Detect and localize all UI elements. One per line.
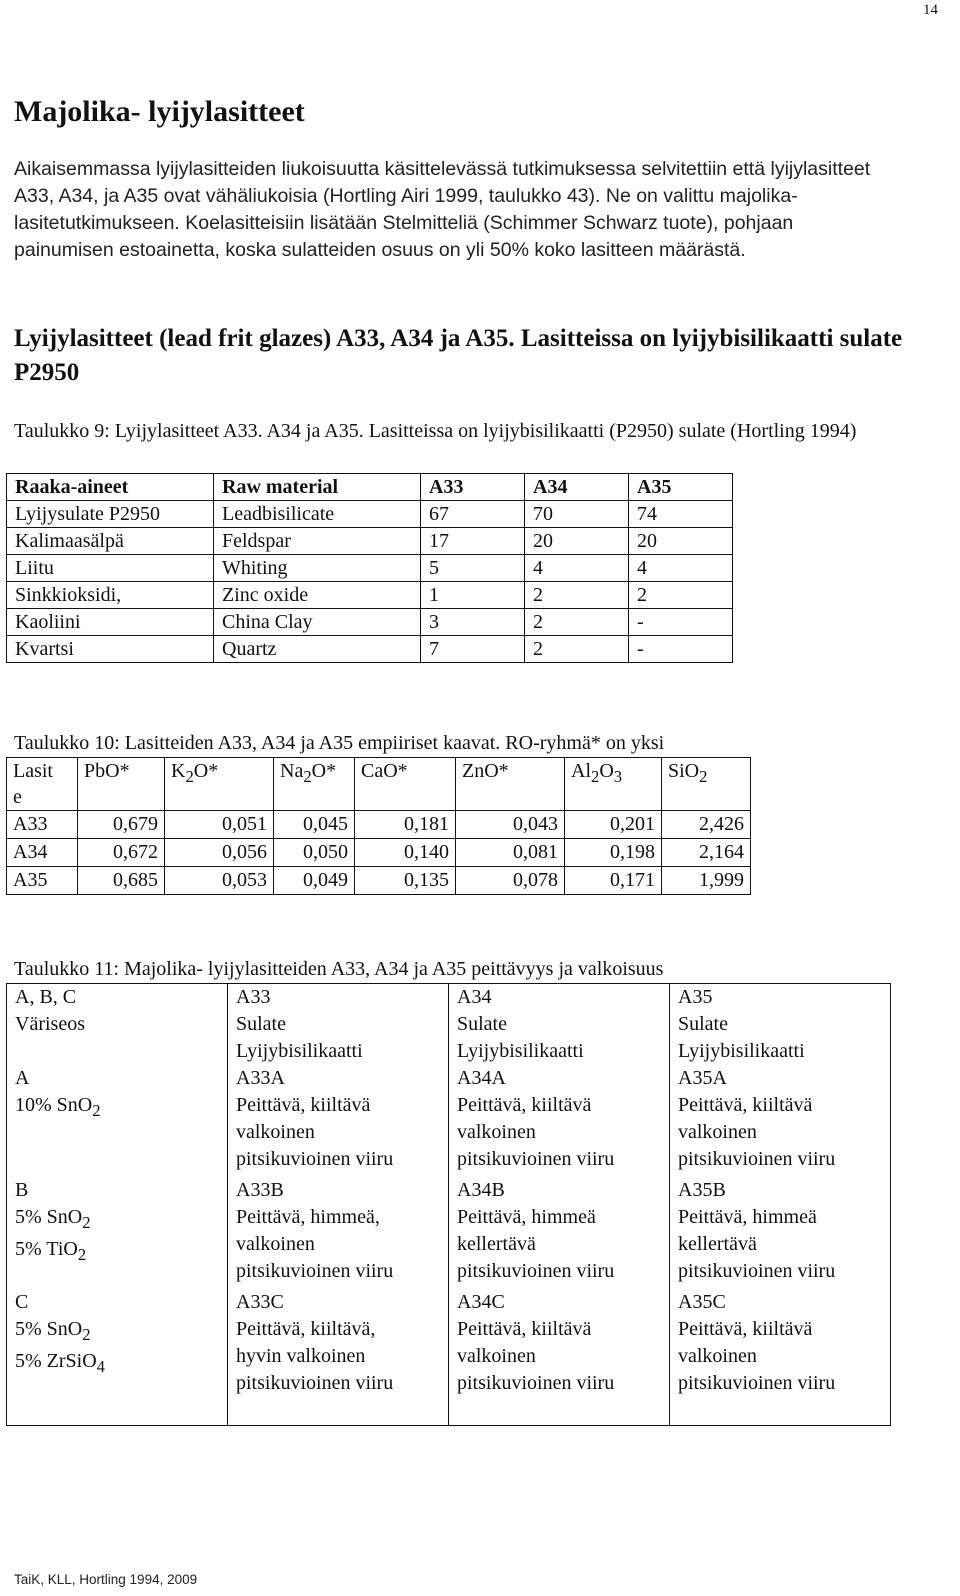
section-subheading: Lyijylasitteet (lead frit glazes) A33, A34 ja A35. Lasitteissa on lyijybisilikaatti sulate P2950 xyxy=(14,325,903,386)
result-line: pitsikuvioinen viiru xyxy=(457,1372,615,1394)
table9-caption: Taulukko 9: Lyijylasitteet A33. A34 ja A35. Lasitteissa on lyijybisilikaatti (P2950) sulate (Hortling 1994) xyxy=(14,420,857,442)
table-row xyxy=(7,1177,891,1289)
table10-caption: Taulukko 10: Lasitteiden A33, A34 ja A35 empiiriset kaavat. RO-ryhmä* on yksi xyxy=(14,732,665,754)
formula-subscript: 2 xyxy=(591,767,600,786)
formula-subscript: 2 xyxy=(699,767,708,786)
column-header xyxy=(670,984,891,1066)
glaze-result-cell xyxy=(228,1289,449,1426)
table-cell: 67 xyxy=(421,501,525,528)
column-header: Raw material xyxy=(214,474,421,501)
glaze-result-cell xyxy=(449,1177,670,1289)
result-line: Peittävä, kiiltävä xyxy=(236,1094,371,1116)
glaze-result-cell xyxy=(449,1289,670,1426)
table-cell: Lyijysulate P2950 xyxy=(7,501,214,528)
table-header-row xyxy=(7,984,891,1066)
formula-tail: O xyxy=(599,760,614,782)
table-cell: 70 xyxy=(525,501,629,528)
table-row xyxy=(7,528,733,555)
coverage-whiteness-table xyxy=(6,983,891,1426)
header-line: Lyijybisilikaatti xyxy=(457,1040,584,1062)
result-line: pitsikuvioinen viiru xyxy=(236,1148,394,1170)
glaze-result-cell xyxy=(670,1065,891,1177)
mix-text: B xyxy=(15,1179,29,1201)
header-line: A33 xyxy=(236,986,271,1008)
result-line: Peittävä, kiiltävä, xyxy=(236,1318,376,1340)
page-title: Majolika- lyijylasitteet xyxy=(14,95,305,128)
table-row xyxy=(7,555,733,582)
table-cell: 3 xyxy=(421,609,525,636)
column-header: A33 xyxy=(421,474,525,501)
table-cell: 17 xyxy=(421,528,525,555)
formula-tail: O* xyxy=(311,760,337,782)
table-cell: 5 xyxy=(421,555,525,582)
result-line: pitsikuvioinen viiru xyxy=(236,1372,394,1394)
mix-line xyxy=(15,1092,219,1124)
mix-text: 5% SnO xyxy=(15,1206,83,1228)
table-cell: 2 xyxy=(525,582,629,609)
mix-text: 5% SnO xyxy=(15,1318,83,1340)
formula-subscript: 2 xyxy=(92,1101,101,1120)
result-line: pitsikuvioinen viiru xyxy=(457,1148,615,1170)
result-line: valkoinen xyxy=(236,1233,315,1255)
table-row xyxy=(7,501,733,528)
table-cell: Liitu xyxy=(7,555,214,582)
page-footer: TaiK, KLL, Hortling 1994, 2009 xyxy=(14,1572,198,1587)
table-cell: 0,672 xyxy=(78,839,165,867)
formula-base: Na xyxy=(280,760,304,782)
table-cell: 2 xyxy=(629,582,733,609)
table-header-row xyxy=(7,474,733,501)
table-cell: 0,050 xyxy=(274,839,355,867)
table-cell: 1,999 xyxy=(662,867,751,895)
table-cell: 0,043 xyxy=(456,811,565,839)
formula-base: ZnO* xyxy=(462,760,509,782)
column-header: A34 xyxy=(525,474,629,501)
table-header-row xyxy=(7,758,751,811)
empirical-formula-table xyxy=(6,757,751,895)
result-line: Peittävä, kiiltävä xyxy=(457,1318,592,1340)
result-line: pitsikuvioinen viiru xyxy=(236,1260,394,1282)
table-cell: 0,685 xyxy=(78,867,165,895)
result-line: Peittävä, himmeä xyxy=(457,1206,596,1228)
column-header xyxy=(7,984,228,1066)
table-row xyxy=(7,609,733,636)
formula-subscript: 2 xyxy=(82,1325,91,1344)
result-line: Peittävä, kiiltävä xyxy=(678,1318,813,1340)
result-line: valkoinen xyxy=(457,1121,536,1143)
table-cell: 4 xyxy=(525,555,629,582)
result-line: A33C xyxy=(236,1291,284,1313)
table-cell: Whiting xyxy=(214,555,421,582)
table-cell: 0,081 xyxy=(456,839,565,867)
result-line: kellertävä xyxy=(457,1233,536,1255)
table-cell: Zinc oxide xyxy=(214,582,421,609)
table-row xyxy=(7,839,751,867)
table-cell: 0,679 xyxy=(78,811,165,839)
result-line: A35C xyxy=(678,1291,726,1313)
result-line: A33B xyxy=(236,1179,284,1201)
mix-text: A xyxy=(15,1067,30,1089)
table-cell: 74 xyxy=(629,501,733,528)
result-line: kellertävä xyxy=(678,1233,757,1255)
table-cell: Sinkkioksidi, xyxy=(7,582,214,609)
result-line: pitsikuvioinen viiru xyxy=(678,1260,836,1282)
formula-subscript: 2 xyxy=(303,767,312,786)
table-cell: 0,171 xyxy=(565,867,662,895)
column-header xyxy=(7,758,78,811)
header-line: Sulate xyxy=(678,1013,728,1035)
intro-paragraph: Aikaisemmassa lyijylasitteiden liukoisuutta käsittelevässä tutkimuksessa selvitettiin että lyijylasitteet A33, A34, ja A35 ovat vähäliukoisia (Hortling Airi 1999, taulukko 43). Ne on valittu majolika- lasitetutkimukseen. Koelasitteisiin lisätään Stelmitteliä (Schimmer Schwarz tuote), pohjaan painumisen estoainetta, koska sulatteiden osuus on yli 50% koko lasitteen määrästä. xyxy=(14,158,871,261)
table-cell: 20 xyxy=(629,528,733,555)
column-header xyxy=(456,758,565,811)
table-cell: A33 xyxy=(7,811,78,839)
mix-line xyxy=(15,1236,219,1268)
table-cell: 0,078 xyxy=(456,867,565,895)
formula-base: PbO* xyxy=(84,760,130,782)
mix-line xyxy=(15,1204,219,1236)
header-line: Sulate xyxy=(236,1013,286,1035)
result-line: Peittävä, kiiltävä xyxy=(678,1094,813,1116)
column-header xyxy=(565,758,662,811)
column-header xyxy=(165,758,274,811)
table-cell: 0,201 xyxy=(565,811,662,839)
formula-base: Al xyxy=(571,760,591,782)
table-cell: 0,056 xyxy=(165,839,274,867)
table-cell: 20 xyxy=(525,528,629,555)
result-line: Peittävä, himmeä xyxy=(678,1206,817,1228)
glaze-result-cell xyxy=(670,1177,891,1289)
result-line: Peittävä, kiiltävä xyxy=(457,1094,592,1116)
result-line: A34C xyxy=(457,1291,505,1313)
result-line: valkoinen xyxy=(678,1345,757,1367)
table-cell: - xyxy=(629,636,733,663)
table-cell: - xyxy=(629,609,733,636)
mix-text: 5% ZrSiO xyxy=(15,1350,97,1372)
table-cell: 0,051 xyxy=(165,811,274,839)
result-line: pitsikuvioinen viiru xyxy=(678,1372,836,1394)
table-cell: 4 xyxy=(629,555,733,582)
result-line: pitsikuvioinen viiru xyxy=(678,1148,836,1170)
result-line: A35B xyxy=(678,1179,726,1201)
column-header xyxy=(78,758,165,811)
glaze-result-cell xyxy=(228,1177,449,1289)
table-cell: Kalimaasälpä xyxy=(7,528,214,555)
table-cell: 0,049 xyxy=(274,867,355,895)
mix-line xyxy=(15,1177,219,1204)
mix-text: 10% SnO xyxy=(15,1094,93,1116)
column-header xyxy=(662,758,751,811)
raw-materials-table xyxy=(6,473,733,663)
formula-tail: O* xyxy=(193,760,219,782)
formula-subscript: 2 xyxy=(185,767,194,786)
table-cell: Feldspar xyxy=(214,528,421,555)
table11-caption: Taulukko 11: Majolika- lyijylasitteiden A33, A34 ja A35 peittävyys ja valkoisuus xyxy=(14,958,664,980)
column-header: Raaka-aineet xyxy=(7,474,214,501)
formula-subscript: 2 xyxy=(82,1213,91,1232)
mix-text: 5% TiO xyxy=(15,1238,78,1260)
result-line: A33A xyxy=(236,1067,285,1089)
glaze-result-cell xyxy=(670,1289,891,1426)
header-line: A34 xyxy=(457,986,492,1008)
header-line: A, B, C xyxy=(15,986,77,1008)
result-line: A35A xyxy=(678,1067,727,1089)
mix-line xyxy=(15,1316,219,1348)
table-cell: Kaoliini xyxy=(7,609,214,636)
table-cell: 2 xyxy=(525,609,629,636)
formula-base: K xyxy=(171,760,186,782)
table-cell: China Clay xyxy=(214,609,421,636)
column-header xyxy=(274,758,355,811)
table-row xyxy=(7,1065,891,1177)
table-cell: 0,045 xyxy=(274,811,355,839)
result-line: Peittävä, himmeä, xyxy=(236,1206,380,1228)
header-line: Lyijybisilikaatti xyxy=(678,1040,805,1062)
column-header xyxy=(449,984,670,1066)
table-cell: 1 xyxy=(421,582,525,609)
table-cell: 2,426 xyxy=(662,811,751,839)
header-line: Väriseos xyxy=(15,1013,85,1035)
result-line: pitsikuvioinen viiru xyxy=(457,1260,615,1282)
formula-subscript: 2 xyxy=(77,1245,87,1264)
table-cell: 0,198 xyxy=(565,839,662,867)
result-line: hyvin valkoinen xyxy=(236,1345,366,1367)
mix-text: C xyxy=(15,1291,29,1313)
colorant-mix-cell xyxy=(7,1065,228,1177)
mix-line xyxy=(15,1348,219,1380)
colorant-mix-cell xyxy=(7,1289,228,1426)
table-cell: A35 xyxy=(7,867,78,895)
table-cell: 0,053 xyxy=(165,867,274,895)
formula-base: CaO* xyxy=(361,760,408,782)
table-cell: 2,164 xyxy=(662,839,751,867)
table-cell: 7 xyxy=(421,636,525,663)
header-line: Sulate xyxy=(457,1013,507,1035)
table-row xyxy=(7,582,733,609)
result-line: valkoinen xyxy=(236,1121,315,1143)
table-cell: Leadbisilicate xyxy=(214,501,421,528)
table-cell: 0,140 xyxy=(355,839,456,867)
table-cell: 2 xyxy=(525,636,629,663)
result-line: A34B xyxy=(457,1179,505,1201)
result-line: A34A xyxy=(457,1067,506,1089)
table-cell: Quartz xyxy=(214,636,421,663)
formula-subscript: 3 xyxy=(613,767,623,786)
column-header xyxy=(228,984,449,1066)
header-line: e xyxy=(13,786,22,808)
colorant-mix-cell xyxy=(7,1177,228,1289)
table-cell: Kvartsi xyxy=(7,636,214,663)
result-line: valkoinen xyxy=(678,1121,757,1143)
mix-line xyxy=(15,1289,219,1316)
header-line: Lyijybisilikaatti xyxy=(236,1040,363,1062)
glaze-result-cell xyxy=(449,1065,670,1177)
glaze-result-cell xyxy=(228,1065,449,1177)
table-row xyxy=(7,867,751,895)
column-header: A35 xyxy=(629,474,733,501)
header-line: A35 xyxy=(678,986,713,1008)
formula-subscript: 4 xyxy=(96,1357,105,1376)
header-line: Lasit xyxy=(13,760,53,782)
formula-base: SiO xyxy=(668,760,700,782)
page-number: 14 xyxy=(923,2,938,18)
result-line: valkoinen xyxy=(457,1345,536,1367)
table-row xyxy=(7,811,751,839)
table-cell: 0,135 xyxy=(355,867,456,895)
table-row xyxy=(7,1289,891,1426)
table-row xyxy=(7,636,733,663)
table-cell: 0,181 xyxy=(355,811,456,839)
column-header xyxy=(355,758,456,811)
mix-line xyxy=(15,1065,219,1092)
table-cell: A34 xyxy=(7,839,78,867)
